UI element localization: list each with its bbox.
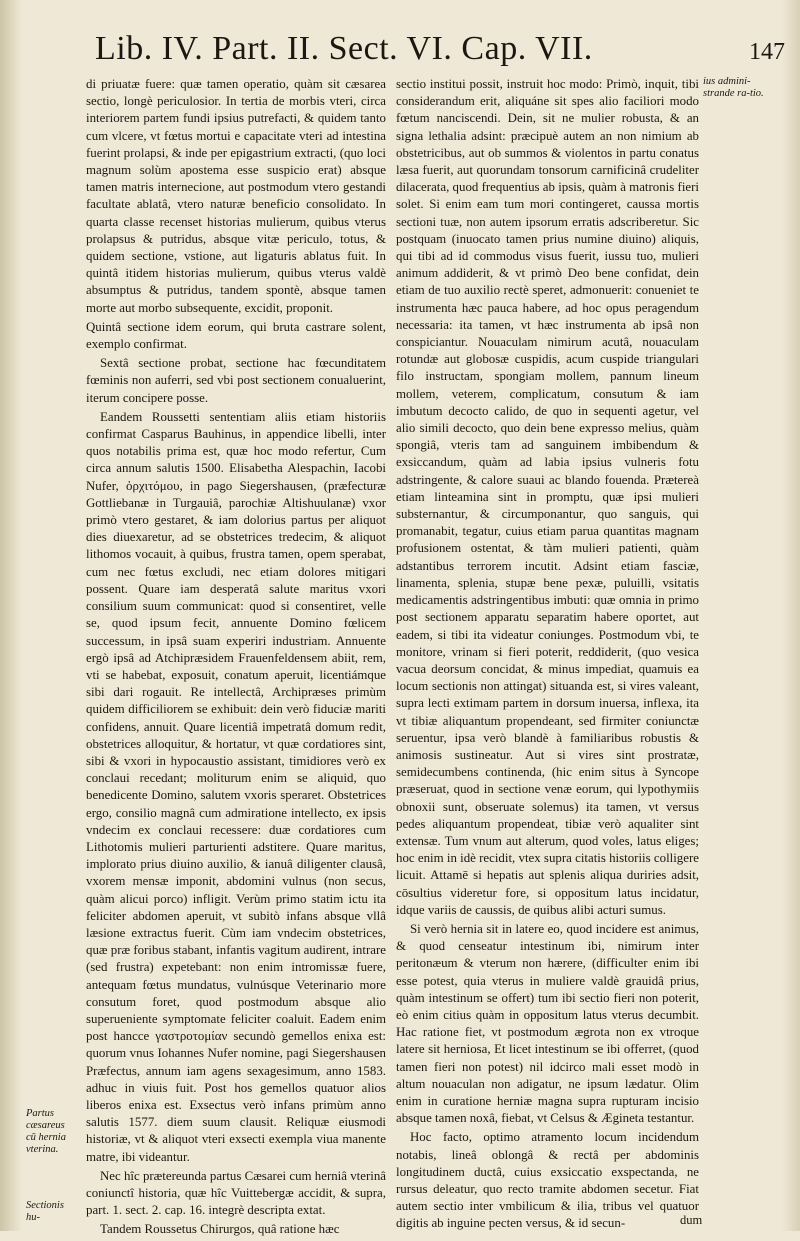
paragraph: Eandem Roussetti sententiam aliis etiam historiis confirmat Casparus Bauhinus, in appendice libelli, inter quos notabilis prima est, quæ hoc modo refertur, Cum circa annum salutis 1500. Elisabetha Alespachin, Iacobi Nufer, ὀρχιτόμου, in pago Siegershausen, (præfecturæ Gottliebanæ in Turgauiâ, parochiæ Altishuulanæ) vxor primò vtero gestaret, & iam dolorius partus per aliquot dies diuexaretur, ad se obstetrices tredecim, & aliquot lithomos vocauit, à quibus, frustra tamen, opem sperabat, cum nec fœtus excludi, nec etiam dolores mitigari possent. Quare iam desperatâ salute maritus vxori consilium suum communicat: quod si consentiret, velle se, quod ipsum fecit, annuente Domino fœlicem successum, in ipsâ suam experiri industriam. Annuente ergò ipsâ ad Atchipræsidem Frauenfeldensem abiit, rem, vti se habebat, exposuit, conatum aperuit, licentiámque sibi dari rogauit. Re intellectâ, Archipræses primùm quidem difficiliorem se exhibuit: dein verò fiduciæ mariti confidens, annuit. Quare licentiâ impetratâ domum redit, obstetrices alloquitur, & hortatur, vt quæ cordatiores sint, sibi & vxori in hypocaustio assistant, timidiores verò ex conclaui recedant; moliturum enim se aliquid, quo benedicente Domino, salutem vxoris speraret. Obstetrices ergo, consilio magnâ cum admiratione intellecto, ex ipsis vndecim ex conclaui recessere: duæ cordatiores cum Lithotomis mulieri parturienti adstitere. Quare maritus, implorato prius diuino auxilio, & ianuâ diligenter clausâ, vxorem mensæ imponit, abdomini vulnus (non secus, quàm alicui porco) infligit. Verùm primo statim ictu ita feliciter abdomen aperuit, vt subitò infans absque vllâ læsione extractus fuerit. Cùm iam vndecim obstetrices, quæ præ foribus stabant, infantis vagitum audirent, intrare (sed frustra) expetebant: non enim intromissæ fuere, antequam fœtus mundatus, vulnúsque Veterinario more consutum foret, quod postmodum absque alio superueniente symptomate feliciter coaluit. Eadem enim post hancce γαστροτομίαν secundò gemellos enixa est: quorum vnus Iohannes Nufer nomine, pagi Siegershausen Præfectus, annum iam agens sexagesimum, anno 1583. adhuc in viuis fuit. Post hos gemellos quatuor alios liberos enixa est. Exsectus verò infans primùm anno salutis 1577. diem suum clausit. Reliquæ eiusmodi historiæ, vt & aliquot vteri exsecti exempla viua manente matre, ibi videantur. [86, 409, 386, 1164]
running-head: Lib. IV. Part. II. Sect. VI. Cap. VII. [95, 30, 593, 67]
catchword: dum [680, 1213, 703, 1227]
paragraph: sectio institui possit, instruit hoc modo: Primò, inquit, tibi considerandum erit, aliquáne sit spes alio faciliori modo fœtum nanciscendi. Dein, sit ne mulier robusta, & an signa lethalia adsint: præcipuè autem an non nimium ab obstetricibus, aut ob summos & violentos in partu conatus læsa fuerit, aut quorundam tonsorum carnificinâ crudeliter dilacerata, quod frequentius ab ipsis, quàm à matronis fieri solet. Si enim eam tum mori contingeret, caussa mortis sectioni tuæ, non autem ipsorum erratis adscriberetur. Sic postquam (inuocato tamen prius numine diuino) aliquis, qui tibi ad id commodus visus fuerit, iussu tuo, mulieri animum addiderit, & vt primò Deo bene confidat, dein etiam de tuo auxilio rectè speret, admonuerit: conueniet te instrumenta hæc pauca habere, ad hoc opus peragendum necessaria: ita tamen, vt hæc instrumenta ab ipsâ non conspiciantur. Nouaculam nimirum acutâ, nouaculam rotundæ aut globosæ cuspidis, acum cuspide triangulari filo instructam, spongiam mollem, pannum lineum mollem, veterem, complicatum, consutum & iam imbutum decocto calido, de quo in sequenti agetur, vel alio simili decocto, quo dein bene expresso melius, quàm spongiâ, vteris tam ad sanguinem imbibendum & exsiccandum, quàm ad labia ipsius vulneris fotu adstringente, & calore suaui ac blando fouenda. Prætereà etiam linteamina sint in promptu, quæ ipsi mulieri substernantur, & circumponantur, quo sanguis, qui promanabit, tegatur, cuius etiam parua quantitas magnam profusionem ostentat, & tàm mulieri patienti, quàm adstantibus terrorem incutit. Adsint etiam fasciæ, linamenta, splenia, stupæ bene pexæ, puluilli, vsitatis medicamentis adstringentibus imbuti: quæ omnia in primo post sectionem apparatu separatim habere oportet, aut eadem, si tibi ita videatur coniunges. Postmodum vbi, te monitore, vrinam si fieri poterit, reddiderit, (quo vesica vacua deorsum concidat, & minus impediat, quamuis ea locum sectionis non attingat) situanda est, si vires valeant, supra lecti extimam partem in dorsum inuersa, inflexa, ita vt tibiæ aliquantum propendeant, sed firmiter coniunctæ seruentur, ipsa verò blandè à familiaribus robustis & animosis sustineatur. Aut si vires sint prostratæ, semidecumbens continenda, (hic enim situs à Syncope præseruat, quod in sectione venæ eorum, qui lypothymiis obnoxii sunt, obseruate solemus) ita tamen, vt versus pedes aliquantum propendeat, tibiæ verò aqualiter sint extensæ. Tum vnum aut alterum, quod voles, latus eliges; hoc enim in idè recidit, vtex supra citatis historiis colligere licuit. Attamē si hepatis aut splenis aliqua duriries adsit, cōsultius videretur fore, si oppositum latus incidatur, idque variis de caussis, de quibus alibi acturi sumus. [396, 77, 699, 917]
margin-note-left: Sectionis hu- [26, 1200, 64, 1223]
paragraph: Hoc facto, optimo atramento locum incidendum notabis, lineâ oblongâ & rectâ per abdominis longitudinem ductâ, cuius exsiccatio exspectanda, ne rursus deleatur, quo recto tramite abdomen secetur. Fiat autem sectio inter vmbilicum & ilia, tribus vel quatuor digitis ab inguine pecten versus, & id secun- [396, 1130, 699, 1231]
margin-note-left: Partus cæsareus cū hernia vterina. [26, 1108, 66, 1155]
margin-note-right: ius admini-strande ra-tio. [703, 76, 764, 99]
right-column [396, 76, 699, 1235]
paragraph: Quintâ sectione idem eorum, qui bruta castrare solent, exemplo confirmat. [86, 319, 386, 352]
page-gutter-shadow [0, 0, 22, 1231]
paragraph: Si verò hernia sit in latere eo, quod incidere est animus, & quod censeatur intestinum ibi, nimirum inter peritonæum & vterum non hærere, (difficulter enim ibi esse potest, quia vterus in muliere valdè grauidâ prius, quàm intestinum se offert) tum ibi sectio fieri non poterit, eò enim citius quàm in oppositum latus vterus decumbit. Hac ratione fiet, vt postmodum ægrota non ex vtroque latere sit herniosa, Et licet intestinum se ibi offerret, (quod tamen fieri non potest) nil idcirco mali esset modò in altum nouaculan non adigatur, ne ipsum lædatur. Olim enim in curatione herniæ magna supra rupturam incisio absque tamen noxâ, fiebat, vt Celsus & Ægineta testantur. [396, 921, 699, 1126]
paragraph: di priuatæ fuere: quæ tamen operatio, quàm sit cæsarea sectio, longè periculosior. In tertia de morbis vteri, circa interiorem partem fundi ipsius putrefacti, & quidem tanto cum vlcere, vt fœtus mortui e capacitate vteri ad intestina fuerint prolapsi, & inde per epigastrium extracti, (quo loci magnum solùm apostema esse suspicio erat) absque tamen matris internecione, aut postmodum vtero gestandi facultate ablatâ, vtero naturæ beneficio consolidato. In quarta classe recenset historias mulierum, quibus vterus prolapsus & putridus, absque vitæ periculo, totus, & quidem sectione, vstione, aut ligaturis ablatus fuit. In quintâ itidem historias mulierum, quibus vterus valdè absumptus & putridus, tandem spontè, absque tamen morte aut morbo subsequente, excidit, proponit. [86, 77, 386, 315]
page-edge-shadow [782, 0, 800, 1231]
paragraph: Sextâ sectione probat, sectione hac fœcunditatem fœminis non auferri, sed vbi post sectionem conualuerint, iterum concipere posse. [86, 356, 386, 405]
paragraph: Tandem Roussetus Chirurgos, quâ ratione hæc [100, 1222, 340, 1237]
paragraph: Nec hîc prætereunda partus Cæsarei cum herniâ vterinâ coniunctî historia, quæ hîc Vuittebergæ accidit, & supra, part. 1. sect. 2. cap. 16. integrè descripta extat. [86, 1168, 386, 1218]
left-column [86, 76, 386, 1241]
page-number: 147 [749, 39, 785, 65]
page-header [95, 30, 785, 68]
